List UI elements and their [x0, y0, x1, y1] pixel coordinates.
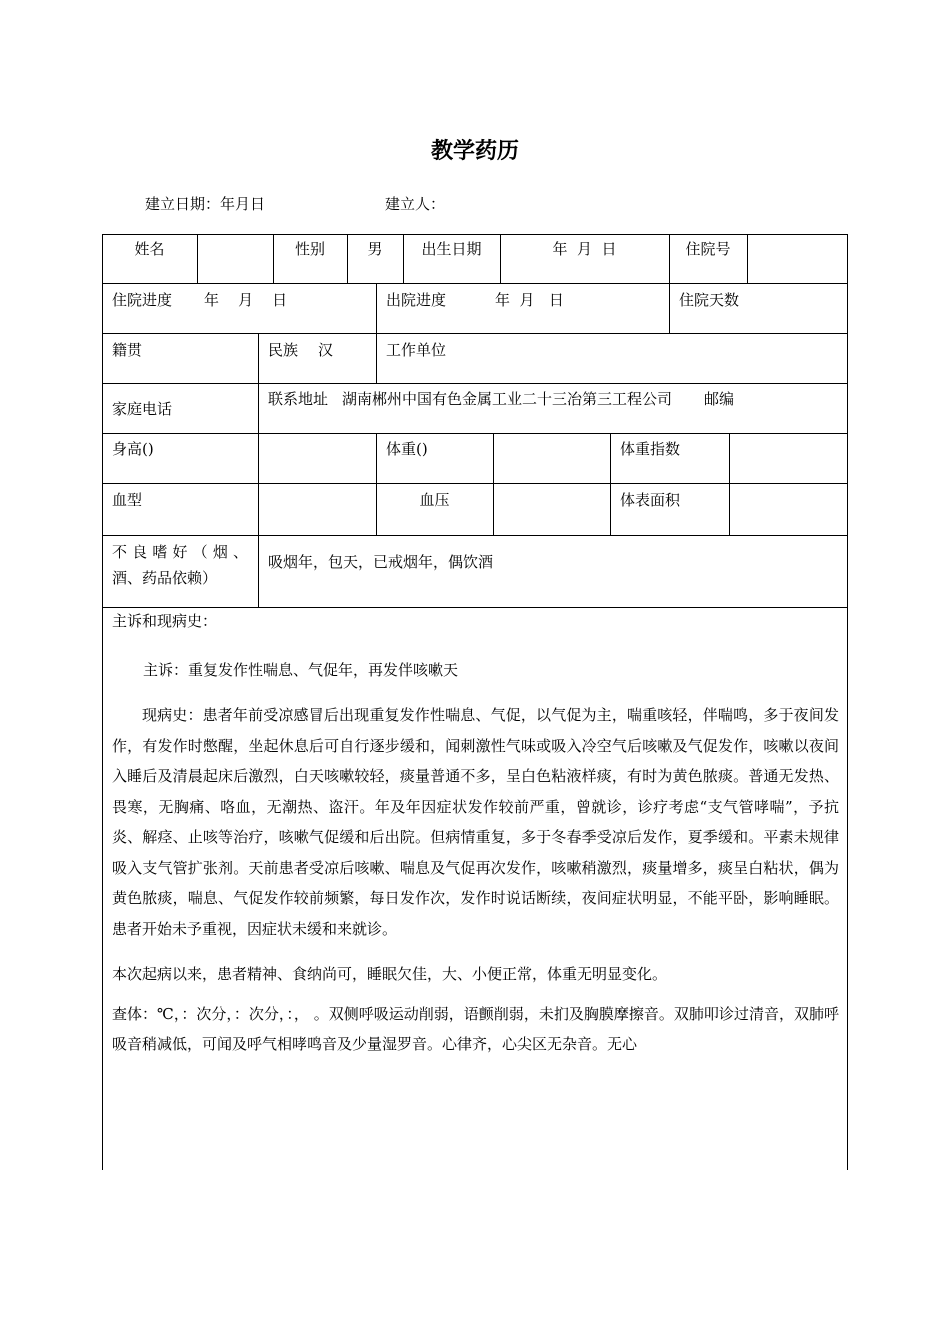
bad-habits-value: 吸烟年，包天，已戒烟年，偶饮酒: [268, 553, 494, 571]
chief-complaint: 主诉：重复发作性喘息、气促年，再发伴咳嗽天: [143, 661, 459, 679]
ethnicity-value: 汉: [318, 341, 334, 359]
table-rule: [102, 234, 103, 1170]
document-title: 教学药历: [430, 139, 519, 164]
table-rule: [102, 483, 848, 484]
history-body: [112, 700, 839, 1060]
discharge-date-label: 出院进度: [386, 291, 447, 309]
present-illness-text: 现病史：患者年前受凉感冒后出现重复发作性喘息、气促，以气促为主，喘重咳轻，伴喘鸣，多于夜间发作，有发作时憋醒，坐起休息后可自行逐步缓和，闻刺激性气味或吸入冷空气后咳嗽及气促发作，咳嗽以夜间入睡后及清晨起床后激烈，白天咳嗽较轻，痰量普通不多，呈白色粘液样痰，有时为黄色脓痰。普通无发热、畏寒，无胸痛、咯血，无潮热、盗汗。年及年因症状发作较前严重，曾就诊，诊疗考虑“支气管哮喘”，予抗炎、解痉、止咳等治疗，咳嗽气促缓和后出院。但病情重复，多于冬春季受凉后发作，夏季缓和。平素未规律吸入支气管扩张剂。天前患者受凉后咳嗽、喘息及气促再次发作，咳嗽稍激烈，痰量增多，痰呈白粘状，偶为黄色脓痰，喘息、气促发作较前频繁，每日发作次，发作时说话断续，夜间症状明显，不能平卧，影响睡眠。患者开始未予重视，因症状未缓和来就诊。: [112, 706, 839, 938]
birth-date-value: 年 月 日: [552, 240, 617, 258]
weight-label: 体重(): [386, 440, 428, 458]
bad-habits-label-line2: 酒、药品依赖）: [112, 569, 218, 587]
table-rule: [258, 383, 259, 433]
hospital-days-label: 住院天数: [679, 291, 740, 309]
physical-exam-text: 查体：℃，：次分，：次分，：， 。双侧呼吸运动削弱，语颤削弱，未扪及胸膜摩擦音。双肺叩诊过清音，双肺呼吸音稍减低，可闻及呼气相哮鸣音及少量湿罗音。心律齐，心尖区无杂音。无心: [112, 1004, 839, 1053]
table-rule: [102, 234, 848, 235]
table-rule: [493, 433, 494, 535]
table-rule: [376, 333, 377, 383]
height-label: 身高(): [112, 440, 154, 458]
bmi-label: 体重指数: [620, 440, 681, 458]
creator-label: 建立人：: [385, 195, 446, 213]
table-rule: [102, 607, 848, 608]
table-rule: [610, 433, 611, 535]
table-rule: [102, 383, 848, 384]
table-rule: [102, 433, 848, 434]
employer-label: 工作单位: [386, 341, 447, 359]
contact-address-label: 联系地址: [268, 390, 329, 408]
name-label: 姓名: [134, 240, 165, 258]
sex-value: 男: [367, 240, 383, 258]
sex-label: 性别: [294, 240, 325, 258]
table-rule: [258, 433, 259, 535]
blood-pressure-label: 血压: [419, 491, 450, 509]
blood-type-label: 血型: [112, 491, 143, 509]
table-rule: [258, 535, 259, 607]
admission-number-label: 住院号: [685, 240, 731, 258]
table-rule: [197, 234, 198, 283]
creation-date-label: 建立日期：年月日: [145, 195, 266, 213]
native-place-label: 籍贯: [112, 341, 143, 359]
discharge-date-value: 年 月 日: [495, 291, 564, 309]
table-rule: [102, 283, 848, 284]
admission-date-label: 住院进度: [112, 291, 173, 309]
home-phone-label: 家庭电话: [112, 400, 173, 418]
admission-date-value: 年 月 日: [204, 291, 288, 309]
medication-record-table: [102, 234, 848, 1170]
table-rule: [747, 234, 748, 283]
table-rule: [102, 333, 848, 334]
table-rule: [102, 535, 848, 536]
body-surface-area-label: 体表面积: [620, 491, 681, 509]
general-condition-text: 本次起病以来，患者精神、食纳尚可，睡眠欠佳，大、小便正常，体重无明显变化。: [112, 965, 668, 983]
table-rule: [376, 283, 377, 333]
postcode-label: 邮编: [704, 390, 735, 408]
table-rule: [669, 283, 670, 333]
table-rule: [258, 333, 259, 383]
table-rule: [729, 433, 730, 535]
ethnicity-label: 民族: [268, 341, 299, 359]
history-heading: 主诉和现病史：: [112, 612, 218, 630]
table-rule: [847, 234, 848, 1170]
table-rule: [376, 433, 377, 535]
birth-date-label: 出生日期: [421, 240, 482, 258]
bad-habits-label-line1: 不良嗜好（烟、: [112, 543, 248, 561]
contact-address-value: 湖南郴州中国有色金属工业二十三冶第三工程公司: [342, 390, 673, 408]
